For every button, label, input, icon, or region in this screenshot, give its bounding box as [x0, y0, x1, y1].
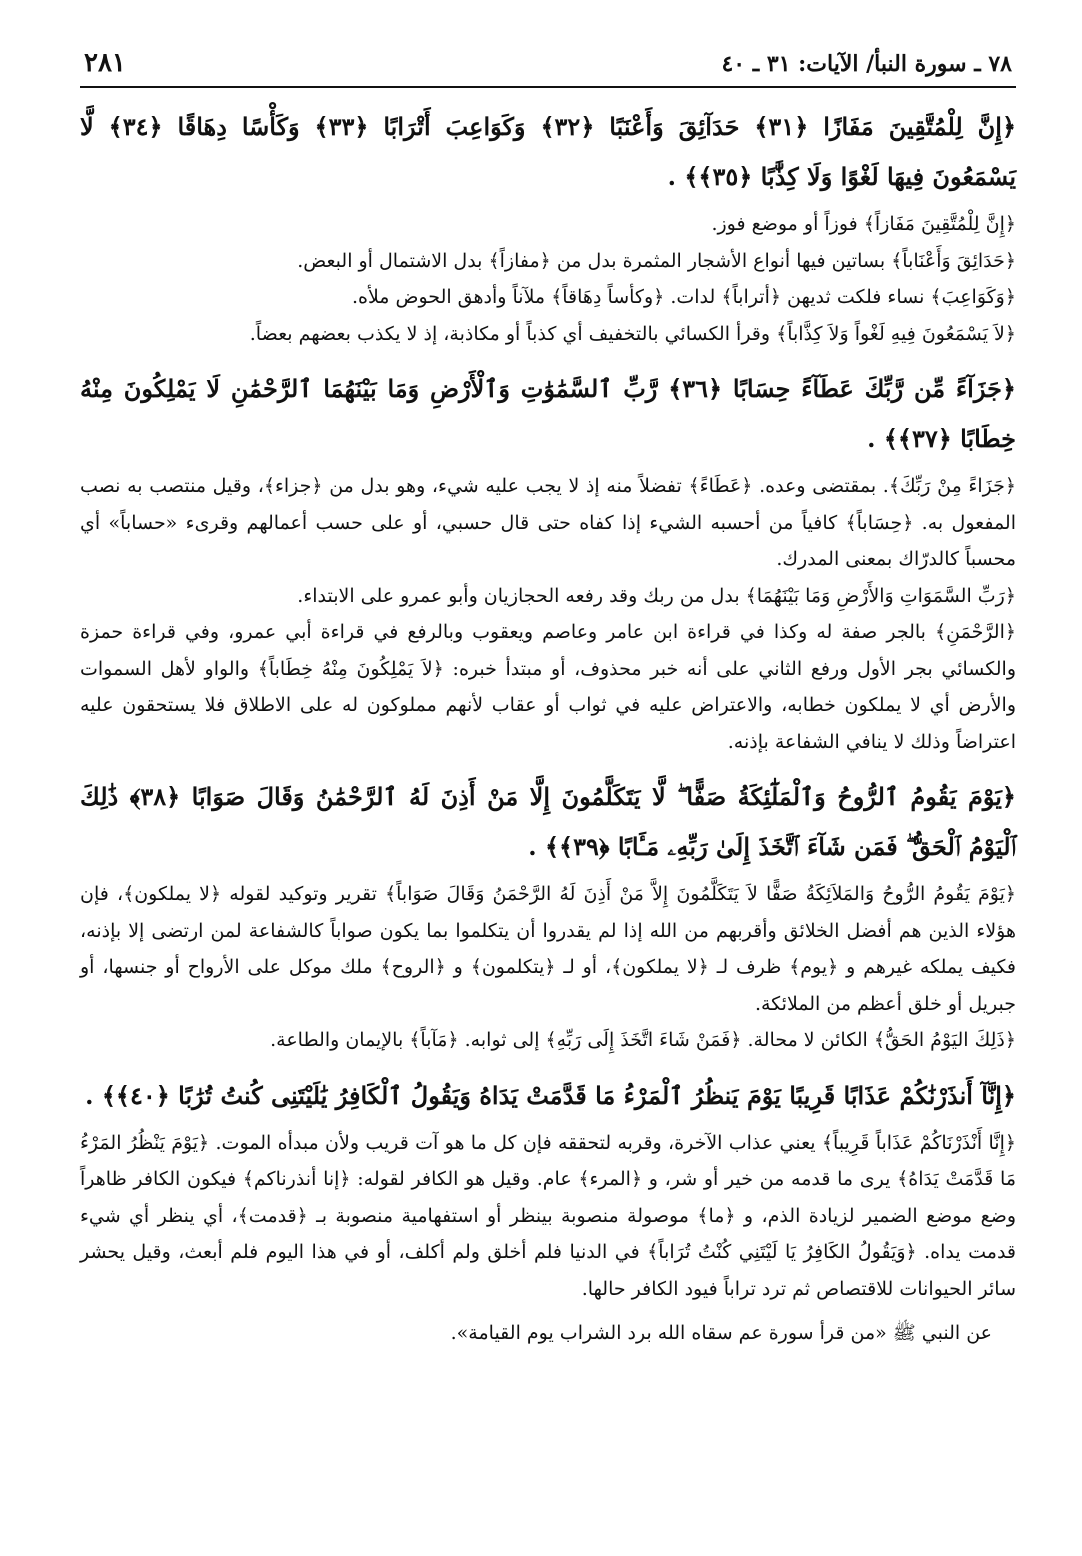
tafsir-paragraph: ﴿ذَلِكَ اليَوْمُ الحَقُّ﴾ الكائن لا محالة. ﴿فَمَنْ شَاءَ اتَّخَذَ إِلَى رَبِّهِ﴾ إلى ثوابه. ﴿مَآباً﴾ بالإيمان والطاعة.: [270, 1029, 1016, 1051]
page-content: [80, 102, 1016, 1352]
quran-verses-38-39: ﴿يَوْمَ يَقُومُ ٱلرُّوحُ وَٱلْمَلَٰٓئِكَةُ صَفًّا ۖ لَّا يَتَكَلَّمُونَ إِلَّا مَنْ أَذِنَ لَهُ ٱلرَّحْمَٰنُ وَقَالَ صَوَابًا ﴿٣٨﴾ ذَٰلِكَ ٱلْيَوْمُ ٱلْحَقُّ ۖ فَمَن شَآءَ ٱتَّخَذَ إِلَىٰ رَبِّهِۦ مَـَٔابًا ﴿٣٩﴾﴾ .: [80, 782, 1016, 861]
tafsir-paragraph: ﴿جَزَاءً مِنْ رَبِّكَ﴾. بمقتضى وعده. ﴿عَطَاءً﴾ تفضلاً منه إذ لا يجب عليه شيء، وهو بدل من ﴿جزاء﴾، وقيل منتصب به نصب المفعول به. ﴿حِسَاباً﴾ كافياً من أحسبه الشيء إذا كفاه حتى قال حسبي، أو على حسب أعمالهم وقرىء «حساباً» أي محسباً كالدرّاك بمعنى المدرك.: [80, 475, 1016, 570]
quran-verses-36-37: ﴿جَزَآءً مِّن رَّبِّكَ عَطَآءً حِسَابًا ﴿٣٦﴾ رَّبِّ ٱلسَّمَٰوَٰتِ وَٱلْأَرْضِ وَمَا بَيْنَهُمَا ٱلرَّحْمَٰنِ لَا يَمْلِكُونَ مِنْهُ خِطَابًا ﴿٣٧﴾﴾ .: [80, 374, 1016, 453]
tafsir-paragraph: ﴿الرَّحْمَنِ﴾ بالجر صفة له وكذا في قراءة ابن عامر وعاصم ويعقوب وبالرفع في قراءة أبي عمرو، وفي قراءة حمزة والكسائي بجر الأول ورفع الثاني على أنه خبر محذوف، أو مبتدأ خبره: ﴿لاَ يَمْلِكُونَ مِنْهُ خِطَاباً﴾ والواو لأهل السموات والأرض أي لا يملكون خطابه، والاعتراض عليه في ثواب أو عقاب لأنهم مملوكون له على الاطلاق فلا يستحقون عليه اعتراضاً وذلك لا ينافي الشفاعة بإذنه.: [80, 621, 1016, 753]
spacer: [80, 760, 1016, 772]
quran-verses-31-35: ﴿إِنَّ لِلْمُتَّقِينَ مَفَازًا ﴿٣١﴾ حَدَآئِقَ وَأَعْنَبًا ﴿٣٢﴾ وَكَوَاعِبَ أَتْرَابًا ﴿٣٣﴾ وَكَأْسًا دِهَاقًا ﴿٣٤﴾ لَّا يَسْمَعُونَ فِيهَا لَغْوًا وَلَا كِذَّٰبًا ﴿٣٥﴾﴾ .: [80, 112, 1017, 191]
spacer: [80, 1059, 1016, 1071]
tafsir-paragraph: ﴿لاَ يَسْمَعُونَ فِيهِ لَغْواً وَلاَ كِذَّاباً﴾ وقرأ الكسائي بالتخفيف أي كذباً أو مكاذبة، إذ لا يكذب بعضهم بعضاً.: [249, 322, 1016, 345]
tafsir-paragraph: ﴿إِنَّا أَنْذَرْنَاكُمْ عَذَاباً قَرِيباً﴾ يعني عذاب الآخرة، وقربه لتحققه فإن كل ما هو آت قريب ولأن مبدأه الموت. ﴿يَوْمَ يَنْظُرُ المَرْءُ مَا قَدَّمَتْ يَدَاهُ﴾ يرى ما قدمه من خير أو شر، و ﴿المرء﴾ عام. وقيل هو الكافر لقوله: ﴿إنا أنذرناكم﴾ فيكون الكافر ظاهراً وضع موضع الضمير لزيادة الذم، و ﴿ما﴾ موصولة منصوبة بينظر أو استفهامية منصوبة بـ ﴿قدمت﴾، أي ينظر أي شيء قدمت يداه. ﴿وَيَقُولُ الكَافِرُ يَا لَيْتَنِي كُنْتُ تُرَاباً﴾ في الدنيا فلم أخلق ولم أكلف، أو في هذا اليوم فلم أبعث، وقيل يحشر سائر الحيوانات للاقتصاص ثم ترد تراباً فيود الكافر حالها.: [80, 1131, 1016, 1300]
hadith-note: عن النبي ﷺ «من قرأ سورة عم سقاه الله برد الشراب يوم القيامة».: [450, 1322, 992, 1344]
surah-title: ٧٨ ـ سورة النبأ/ الآيات: ٣١ ـ ٤٠: [721, 51, 1012, 77]
page-header: [80, 48, 1016, 88]
tafsir-paragraph: ﴿يَوْمَ يَقُومُ الرُّوحُ وَالمَلاَئِكَةُ صَفًّا لاَ يَتَكَلَّمُونَ إِلاَّ مَنْ أَذِنَ لَهُ الرَّحْمَنُ وَقَالَ صَوَاباً﴾ تقرير وتوكيد لقوله ﴿لا يملكون﴾، فإن هؤلاء الذين هم أفضل الخلائق وأقربهم من الله إذا لم يقدروا أن يتكلموا بما يكون صواباً كالشفاعة لمن ارتضى إلا بإذنه، فكيف يملكه غيرهم و ﴿يوم﴾ ظرف لـ ﴿لا يملكون﴾، أو لـ ﴿يتكلمون﴾ و ﴿الروح﴾ ملك موكل على الأرواح أو جنسها، أو جبريل أو خلق أعظم من الملائكة.: [80, 883, 1016, 1015]
tafsir-paragraph: ﴿إِنَّ لِلْمُتَّقِينَ مَفَازاً﴾ فوزاً أو موضع فوز.: [711, 213, 1016, 235]
tafsir-paragraph: ﴿وَكَوَاعِبَ﴾ نساء فلكت ثديهن ﴿أتراباً﴾ لدات. ﴿وكأساً دِهَاقاً﴾ ملآناً وأدهق الحوض ملأه.: [351, 286, 1016, 308]
page-number: ٢٨١: [84, 48, 126, 78]
spacer: [80, 352, 1016, 364]
tafsir-paragraph: ﴿حَدَائِقَ وَأَعْنَاباً﴾ بساتين فيها أنواع الأشجار المثمرة بدل من ﴿مفازاً﴾ بدل الاشتمال أو البعض.: [297, 249, 1016, 272]
tafsir-paragraph: ﴿رَبِّ السَّمَوَاتِ وَالأَرْضِ وَمَا بَيْنَهُمَا﴾ بدل من ربك وقد رفعه الحجازيان وأبو عمرو على الابتداء.: [297, 584, 1016, 607]
quran-verse-40: ﴿إِنَّآ أَنذَرْنَٰكُمْ عَذَابًا قَرِيبًا يَوْمَ يَنظُرُ ٱلْمَرْءُ مَا قَدَّمَتْ يَدَاهُ وَيَقُولُ ٱلْكَافِرُ يَٰلَيْتَنِى كُنتُ تُرَٰبًا ﴿٤٠﴾﴾ .: [85, 1080, 1016, 1110]
